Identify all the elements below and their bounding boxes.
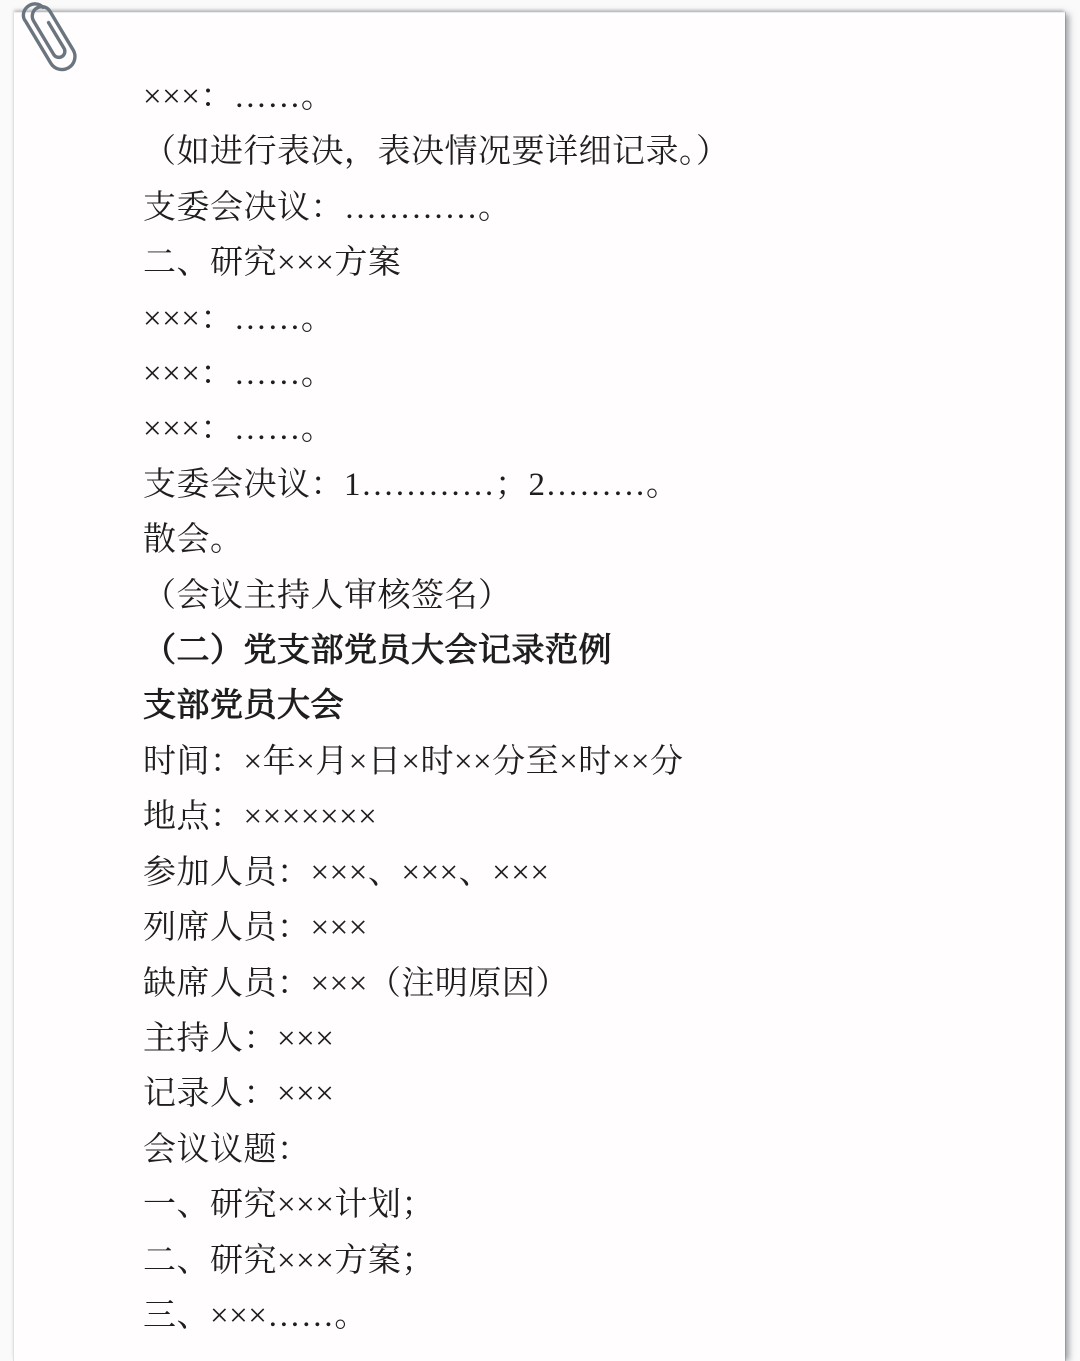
document-line: 支委会决议：1…………；2………。 — [143, 466, 680, 503]
document-page — [13, 12, 1065, 1361]
document-line: 会议议题： — [143, 1131, 311, 1168]
document-body — [14, 13, 1065, 1344]
document-line: 时间：×年×月×日×时××分至×时××分 — [143, 743, 684, 780]
document-line: ×××：……。 — [143, 411, 335, 448]
document-line: 参加人员：×××、×××、××× — [143, 854, 550, 891]
document-line: 缺席人员：×××（注明原因） — [143, 965, 569, 1002]
document-line: 散会。 — [143, 522, 244, 559]
document-line: （二）党支部党员大会记录范例 — [143, 633, 612, 670]
document-line: （会议主持人审核签名） — [143, 577, 512, 614]
document-line: 二、研究×××方案 — [143, 245, 402, 282]
document-line: ×××：……。 — [143, 356, 335, 393]
document-line: ×××：……。 — [143, 79, 335, 115]
document-line: 二、研究×××方案； — [143, 1242, 435, 1279]
document-line: 支委会决议：…………。 — [143, 189, 512, 226]
document-line: 列席人员：××× — [143, 910, 368, 947]
document-line: 三、×××……。 — [143, 1297, 368, 1334]
document-line: 支部党员大会 — [143, 688, 344, 725]
document-line: 地点：××××××× — [143, 799, 378, 836]
document-line: 记录人：××× — [143, 1076, 335, 1113]
document-line: 一、研究×××计划； — [143, 1187, 435, 1224]
document-line: ×××：……。 — [143, 300, 335, 337]
document-line: （如进行表决，表决情况要详细记录。） — [143, 134, 730, 171]
document-line: 主持人：××× — [143, 1020, 335, 1057]
